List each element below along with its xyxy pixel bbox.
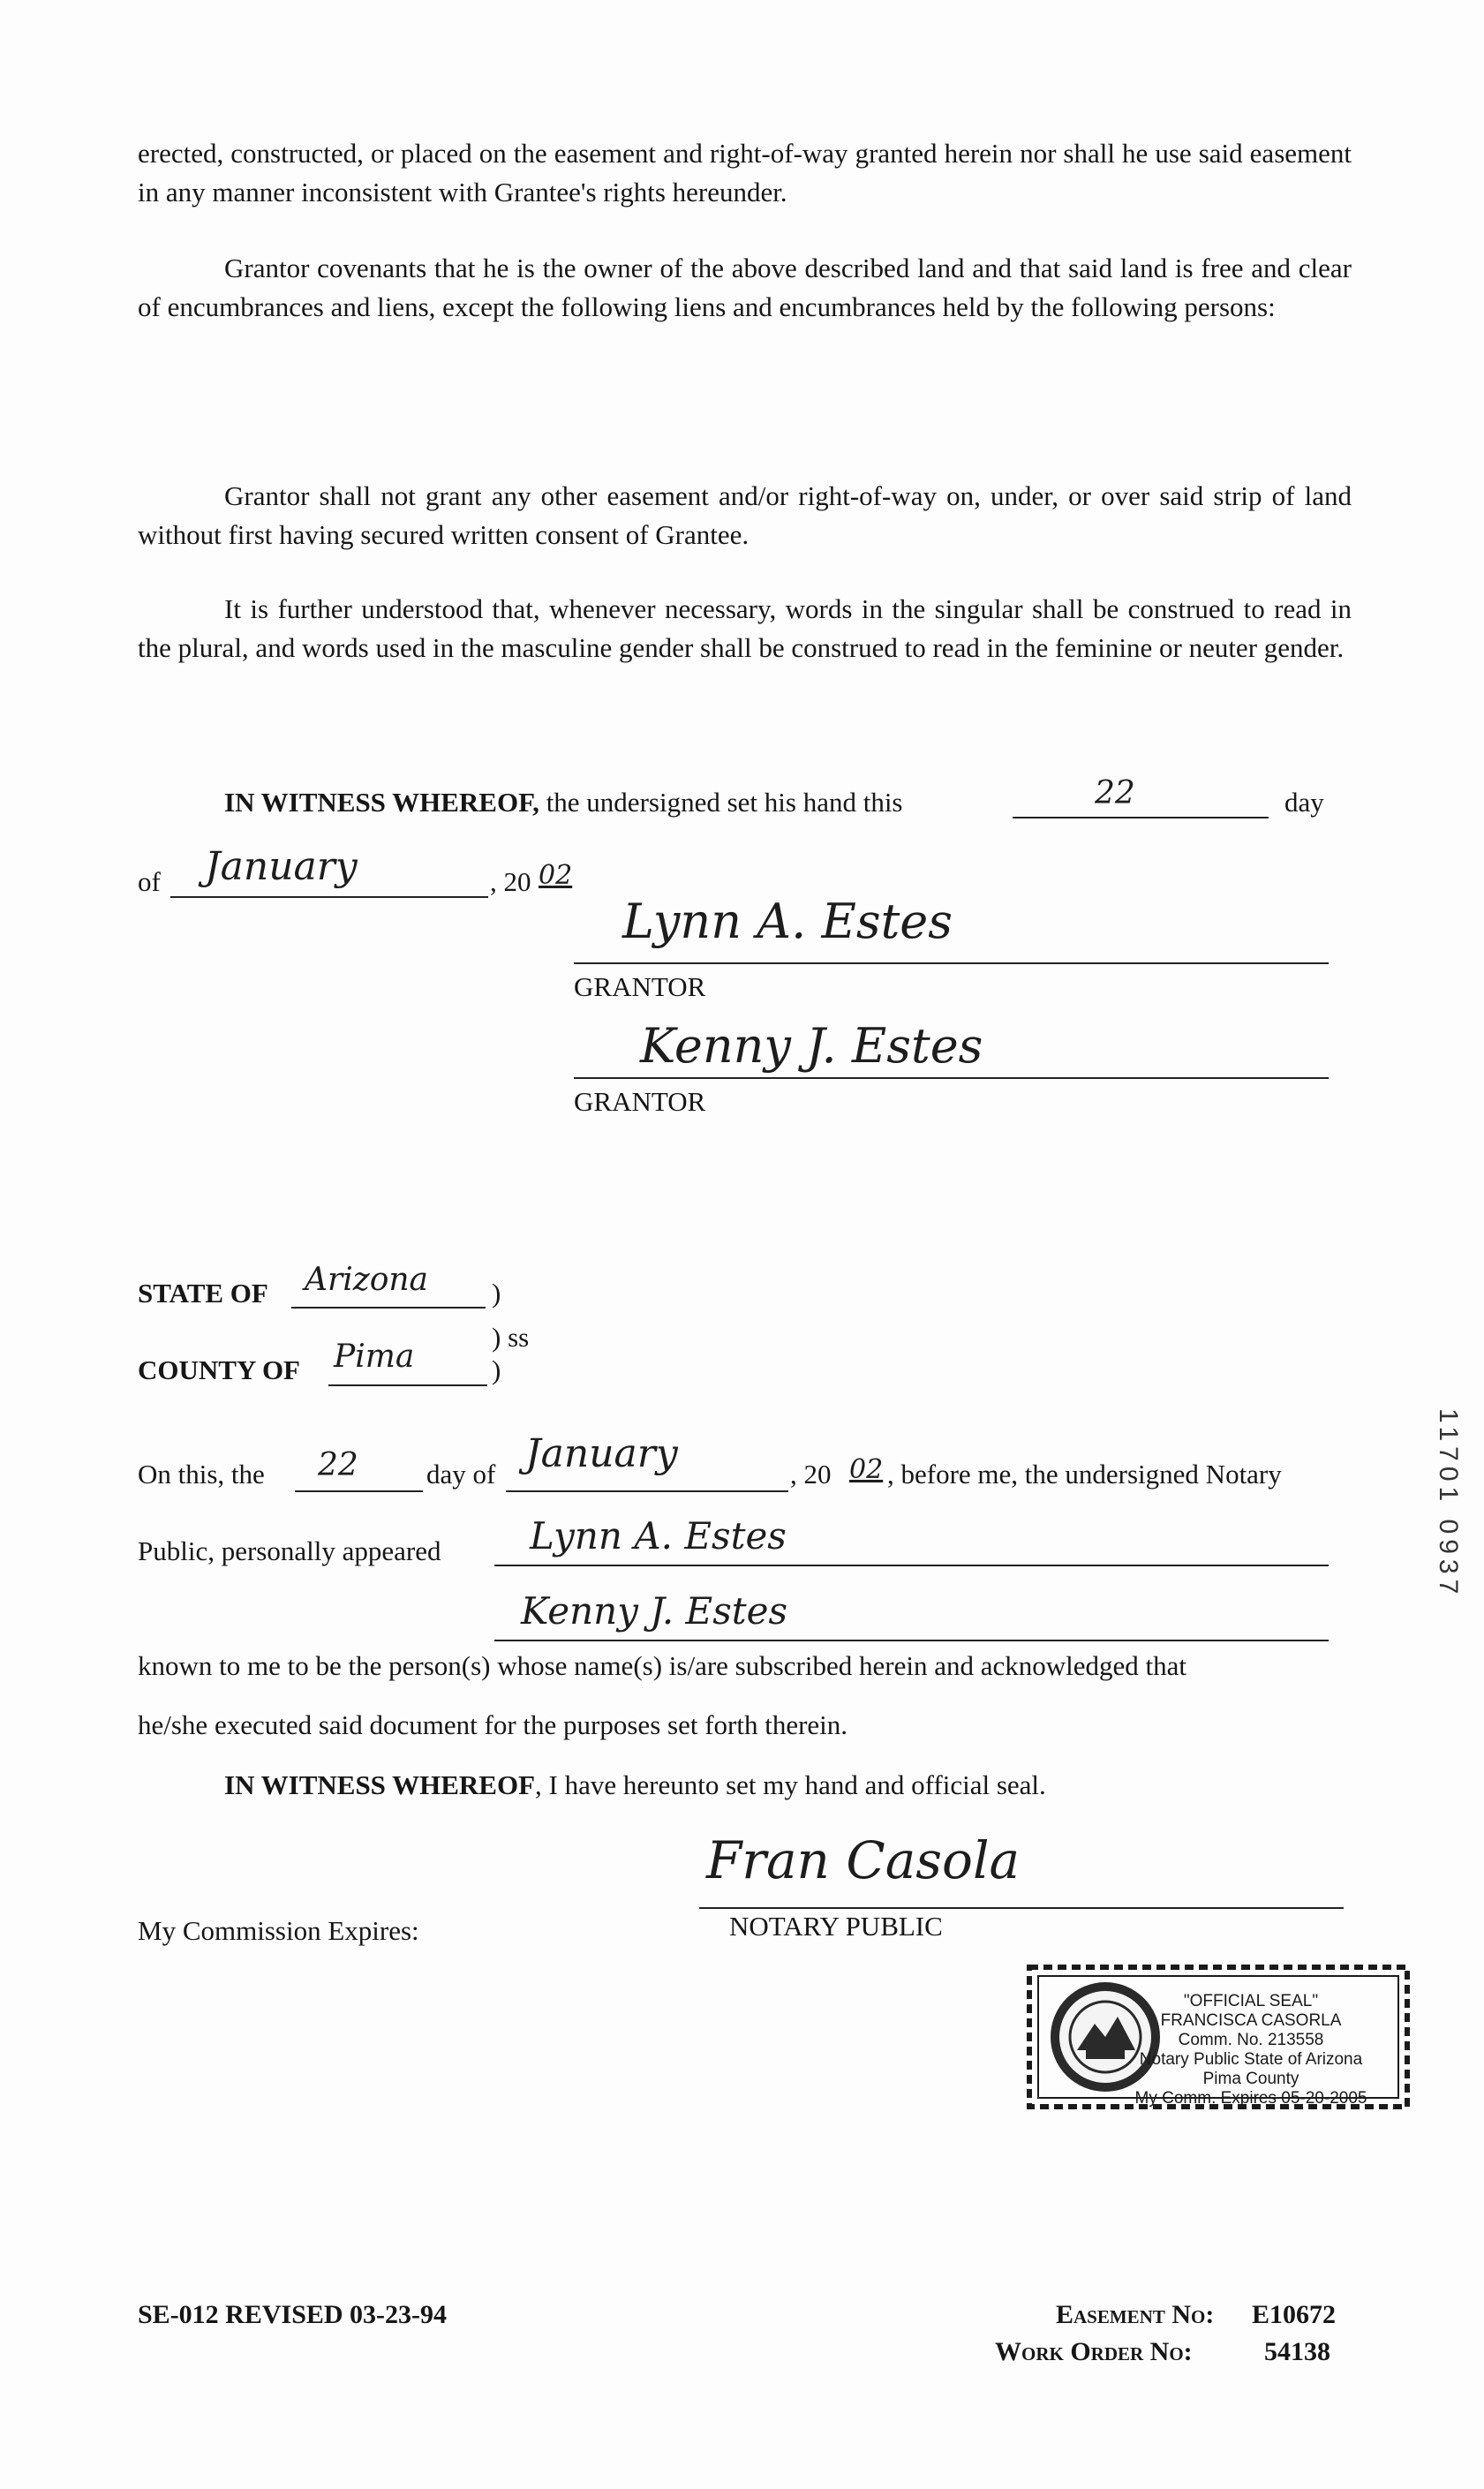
seal-line-5: Pima County (1202, 2070, 1299, 2088)
notary-month-handwritten: January (525, 1431, 678, 1476)
grantor-line-1 (574, 962, 1329, 964)
notary-witness-text: , I have hereunto set my hand and official seal. (535, 1769, 1046, 1800)
margin-recording-code (1434, 1408, 1473, 1717)
margin-code-text: 11701 0937 (1434, 1408, 1463, 1600)
form-number: SE-012 REVISED 03-23-94 (138, 2300, 448, 2329)
witness-year-handwritten: 02 (539, 860, 573, 891)
person-1-line (494, 1565, 1329, 1566)
before-me-text: , before me, the undersigned Notary (887, 1459, 1282, 1490)
day-line (1013, 817, 1269, 818)
on-this-label: On this, the (138, 1459, 265, 1490)
public-appeared-label: Public, personally appeared (138, 1535, 441, 1566)
grantor-line-2 (574, 1077, 1329, 1079)
seal-line-1: "OFFICIAL SEAL" (1183, 1992, 1319, 2010)
state-line (291, 1307, 486, 1309)
witness-heading: IN WITNESS WHEREOF, (224, 787, 539, 818)
work-order-value: 54138 (1264, 2337, 1330, 2366)
person-2-handwritten: Kenny J. Estes (521, 1589, 788, 1633)
witness-line (224, 783, 903, 822)
state-handwritten: Arizona (305, 1262, 429, 1298)
seal-line-4: Notary Public State of Arizona (1139, 2050, 1363, 2069)
easement-number-value: E10672 (1252, 2300, 1337, 2329)
day-label: day (1284, 787, 1324, 818)
day-of-label: day of (426, 1459, 496, 1490)
notary-year-prefix: , 20 (790, 1459, 832, 1490)
of-label: of (138, 866, 161, 897)
notary-witness-line (224, 1766, 1046, 1805)
notary-witness-heading: IN WITNESS WHEREOF (224, 1769, 536, 1800)
seal-line-2: FRANCISCA CASORLA (1160, 2011, 1342, 2030)
state-label: STATE OF (138, 1278, 268, 1309)
paragraph-covenants: Grantor covenants that he is the owner of the above described land and that said land is free and clear of encumbrances and liens, except the following liens and encumbrances held by the following persons: (138, 253, 1352, 322)
paragraph-plural: It is further understood that, whenever necessary, words in the singular shall be construed to read in the plural, and words used in the masculine gender shall be construed to read in the feminine or neuter gender. (138, 593, 1352, 663)
year-prefix: , 20 (490, 866, 531, 897)
paragraph-erected: erected, constructed, or placed on the easement and right-of-way granted herein nor shall he use said easement in any manner inconsistent with Grantee's rights hereunder. (138, 138, 1352, 207)
notary-signature: Fran Casola (706, 1830, 1021, 1890)
notary-month-line (506, 1490, 788, 1492)
county-label: COUNTY OF (138, 1354, 300, 1385)
grantor-signature-2: Kenny J. Estes (640, 1018, 983, 1074)
notary-year-handwritten: 02 (849, 1454, 884, 1485)
seal-line-3: Comm. No. 213558 (1178, 2031, 1324, 2049)
known-to-me-text: known to me to be the person(s) whose name(s) is/are subscribed herein and acknowledged that (138, 1650, 1186, 1681)
paren-3: ) (492, 1354, 501, 1385)
paragraph-no-other-easement: Grantor shall not grant any other easement and/or right-of-way on, under, or over said strip of land without first having secured written consent of Grantee. (138, 480, 1352, 550)
easement-number-label: Easement No: (1056, 2300, 1215, 2329)
paren-1: ) (492, 1278, 501, 1309)
witness-day-handwritten: 22 (1095, 775, 1135, 811)
executed-text: he/she executed said document for the purposes set forth therein. (138, 1709, 848, 1740)
month-line (170, 896, 488, 898)
county-line (328, 1384, 487, 1386)
person-2-line (494, 1640, 1329, 1641)
county-handwritten: Pima (334, 1339, 415, 1375)
person-1-handwritten: Lynn A. Estes (530, 1514, 787, 1558)
grantor-label-2: GRANTOR (574, 1086, 706, 1117)
work-order-label: Work Order No: (995, 2337, 1193, 2366)
seal-line-6: My Comm. Expires 05-20-2005 (1134, 2089, 1367, 2108)
seal-text (1132, 1992, 1370, 2108)
grantor-signature-1: Lynn A. Estes (622, 894, 953, 949)
notary-day-line (295, 1490, 423, 1492)
commission-expires-label: My Commission Expires: (138, 1915, 419, 1946)
witness-month-handwritten: January (205, 844, 358, 889)
witness-text: the undersigned set his hand this (546, 787, 903, 818)
notary-day-handwritten: 22 (318, 1447, 358, 1483)
grantor-label-1: GRANTOR (574, 971, 706, 1002)
paren-ss: ) ss (492, 1322, 530, 1353)
notary-public-label: NOTARY PUBLIC (729, 1911, 943, 1942)
